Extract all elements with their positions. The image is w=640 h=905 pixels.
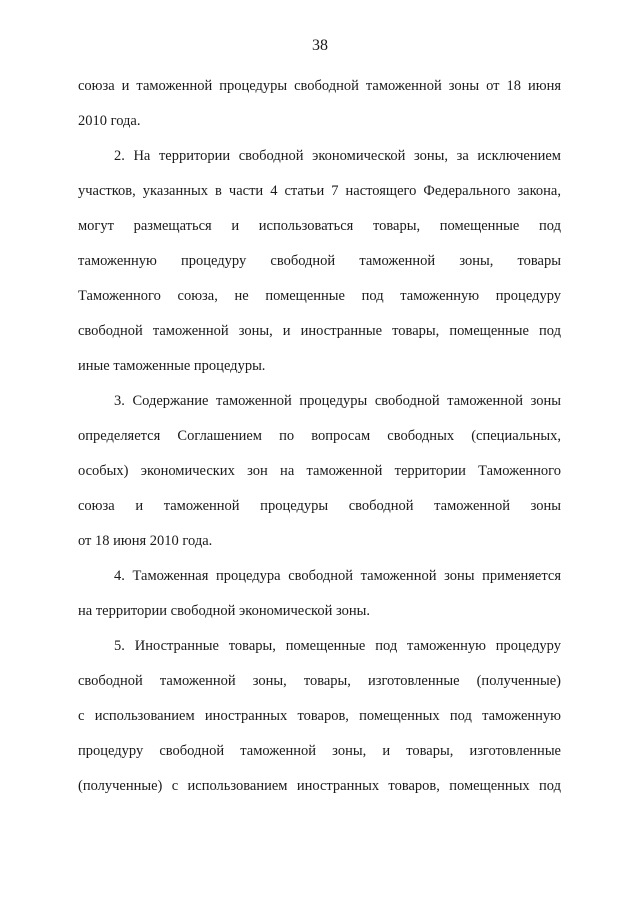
page-number: 38 bbox=[312, 37, 328, 54]
text-line: могут размещаться и использоваться товары, помещенные под bbox=[78, 218, 561, 234]
text-line: участков, указанных в части 4 статьи 7 настоящего Федерального закона, bbox=[78, 183, 561, 199]
text-line: (полученные) с использованием иностранных товаров, помещенных под bbox=[78, 778, 561, 794]
text-line: с использованием иностранных товаров, помещенных под таможенную bbox=[78, 708, 561, 724]
text-line: на территории свободной экономической зоны. bbox=[78, 603, 370, 619]
text-line: иные таможенные процедуры. bbox=[78, 358, 266, 374]
text-line: союза и таможенной процедуры свободной таможенной зоны от 18 июня bbox=[78, 78, 561, 94]
text-line: таможенную процедуру свободной таможенной зоны, товары bbox=[78, 253, 561, 269]
paragraph-start-line: 5. Иностранные товары, помещенные под таможенную процедуру bbox=[114, 638, 561, 654]
text-line: союза и таможенной процедуры свободной таможенной зоны bbox=[78, 498, 561, 514]
text-line: от 18 июня 2010 года. bbox=[78, 533, 213, 549]
paragraph-start-line: 3. Содержание таможенной процедуры свободной таможенной зоны bbox=[114, 393, 561, 409]
paragraph-start-line: 4. Таможенная процедура свободной таможенной зоны применяется bbox=[114, 568, 561, 584]
text-line: процедуру свободной таможенной зоны, и товары, изготовленные bbox=[78, 743, 561, 759]
text-line: 2010 года. bbox=[78, 113, 141, 129]
text-line: свободной таможенной зоны, и иностранные товары, помещенные под bbox=[78, 323, 561, 339]
text-line: определяется Соглашением по вопросам свободных (специальных, bbox=[78, 428, 561, 444]
text-line: особых) экономических зон на таможенной территории Таможенного bbox=[78, 463, 561, 479]
paragraph-start-line: 2. На территории свободной экономической зоны, за исключением bbox=[114, 148, 561, 164]
text-line: свободной таможенной зоны, товары, изготовленные (полученные) bbox=[78, 673, 561, 689]
text-line: Таможенного союза, не помещенные под таможенную процедуру bbox=[78, 288, 561, 304]
